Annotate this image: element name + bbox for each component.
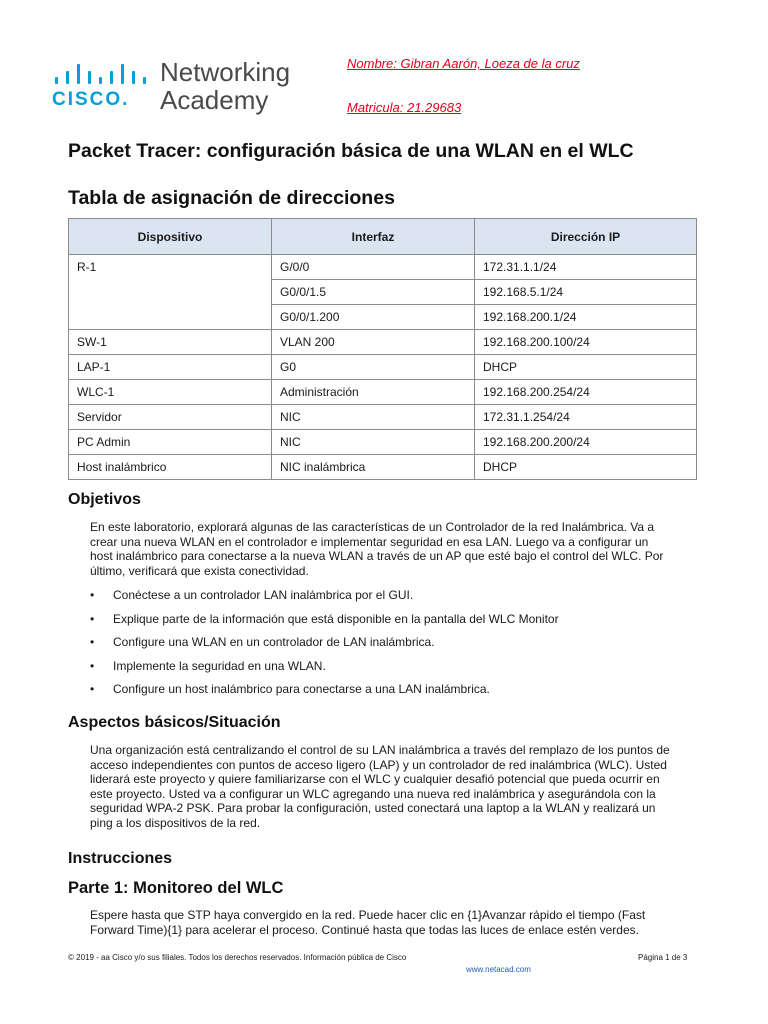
footer-page-number: Página 1 de 3 bbox=[638, 953, 688, 962]
table-cell-ip: 172.31.1.254/24 bbox=[475, 405, 697, 430]
part1-heading: Parte 1: Monitoreo del WLC bbox=[68, 879, 284, 897]
cisco-networking-academy-logo bbox=[50, 56, 310, 118]
instructions-heading: Instrucciones bbox=[68, 850, 173, 867]
table-cell-interface: VLAN 200 bbox=[272, 330, 475, 355]
paragraph-line: host inalámbrico para conectarse a la nueva WLAN a través de un AP que esté bajo el control del WLC. Por bbox=[90, 549, 664, 564]
table-cell-interface: G0 bbox=[272, 355, 475, 380]
table-row bbox=[69, 380, 697, 405]
table-row bbox=[69, 255, 697, 280]
table-cell-interface: G0/0/1.5 bbox=[272, 280, 475, 305]
brand-line-2: Academy bbox=[160, 85, 269, 115]
paragraph-line: acceso independientes con puntos de acceso ligero (LAP) y un controlador de red inalámbrica (WLC). Usted bbox=[90, 757, 667, 772]
table-row bbox=[69, 330, 697, 355]
paragraph-line: ping a los dispositivos de la red. bbox=[90, 815, 261, 830]
table-cell-interface: Administración bbox=[272, 380, 475, 405]
part1-paragraph bbox=[90, 908, 702, 937]
background-heading: Aspectos básicos/Situación bbox=[68, 714, 281, 731]
column-header: Dispositivo bbox=[69, 219, 272, 255]
table-cell-ip: 172.31.1.1/24 bbox=[475, 255, 697, 280]
paragraph-line: seguridad WPA-2 PSK. Para probar la configuración, usted conectará una laptop a la WLAN y realizará un bbox=[90, 801, 656, 816]
paragraph-line: este proyecto. Usted va a configurar un WLC agregando una nueva red inalámbrica y asegurándola con la bbox=[90, 786, 656, 801]
list-item: • Explique parte de la información que está disponible en la pantalla del WLC Monitor bbox=[90, 612, 559, 636]
table-cell-interface: G0/0/1.200 bbox=[272, 305, 475, 330]
student-id: Matricula: 21.29683 bbox=[347, 100, 462, 115]
table-cell-device: WLC-1 bbox=[69, 380, 272, 405]
paragraph-line: Una organización está centralizando el control de su LAN inalámbrica a través del remplazo de los puntos de bbox=[90, 743, 670, 757]
addressing-table bbox=[68, 218, 697, 480]
table-row bbox=[69, 430, 697, 455]
document-title: Packet Tracer: configuración básica de una WLAN en el WLC bbox=[68, 140, 634, 162]
column-header: Interfaz bbox=[272, 219, 475, 255]
cisco-bars-icon bbox=[55, 64, 147, 84]
column-header: Dirección IP bbox=[475, 219, 697, 255]
table-cell-ip: 192.168.200.254/24 bbox=[475, 380, 697, 405]
table-cell-ip: DHCP bbox=[475, 455, 697, 480]
brand-line-1: Networking bbox=[160, 57, 291, 87]
table-cell-interface: NIC inalámbrica bbox=[272, 455, 475, 480]
paragraph-line: En este laboratorio, explorará algunas de las características de un Controlador de la red Inalámbrica. Va a bbox=[90, 520, 655, 534]
table-cell-device: Host inalámbrico bbox=[69, 455, 272, 480]
table-cell-device: SW-1 bbox=[69, 330, 272, 355]
table-cell-ip: 192.168.200.200/24 bbox=[475, 430, 697, 455]
table-header-row bbox=[69, 219, 697, 255]
cisco-wordmark: CISCO. bbox=[52, 89, 130, 110]
paragraph-line: Espere hasta que STP haya convergido en la red. Puede hacer clic en {1}Avanzar rápido el tiempo (Fast bbox=[90, 908, 646, 922]
paragraph-line: liderará este proyecto y quiere familiarizarse con el WLC y cualquier desafió potencial que pueda ocurrir en bbox=[90, 772, 660, 787]
footer-copyright: © 2019 - aa Cisco y/o sus filiales. Todos los derechos reservados. Información pública de Cisco bbox=[68, 953, 407, 962]
table-cell-interface: NIC bbox=[272, 405, 475, 430]
table-cell-ip: 192.168.200.1/24 bbox=[475, 305, 697, 330]
table-cell-ip: 192.168.5.1/24 bbox=[475, 280, 697, 305]
list-item: • Implemente la seguridad en una WLAN. bbox=[90, 659, 559, 683]
background-paragraph bbox=[90, 743, 702, 831]
table-cell-device: LAP-1 bbox=[69, 355, 272, 380]
table-cell-device: PC Admin bbox=[69, 430, 272, 455]
table-cell-interface: G/0/0 bbox=[272, 255, 475, 280]
addressing-table-heading: Tabla de asignación de direcciones bbox=[68, 187, 395, 209]
objectives-paragraph bbox=[90, 520, 702, 578]
paragraph-line: Forward Time){1} para acelerar el proceso. Continué hasta que todas las luces de enlace estén verdes. bbox=[90, 922, 639, 937]
list-item: • Configure un host inalámbrico para conectarse a una LAN inalámbrica. bbox=[90, 682, 559, 706]
table-row bbox=[69, 405, 697, 430]
table-cell-ip: DHCP bbox=[475, 355, 697, 380]
list-item: • Conéctese a un controlador LAN inalámbrica por el GUI. bbox=[90, 588, 559, 612]
paragraph-line: último, verificará que exista conectividad. bbox=[90, 563, 309, 578]
table-cell-interface: NIC bbox=[272, 430, 475, 455]
student-name: Nombre: Gibran Aarón, Loeza de la cruz bbox=[347, 56, 580, 71]
objectives-list bbox=[90, 588, 559, 706]
footer-link[interactable]: www.netacad.com bbox=[466, 965, 531, 974]
list-item: • Configure una WLAN en un controlador de LAN inalámbrica. bbox=[90, 635, 559, 659]
table-cell-ip: 192.168.200.100/24 bbox=[475, 330, 697, 355]
paragraph-line: crear una nueva WLAN en el controlador e implementar seguridad en esa LAN. Luego va a configurar un bbox=[90, 534, 649, 549]
table-row bbox=[69, 455, 697, 480]
table-cell-device: R-1 bbox=[69, 255, 272, 330]
table-cell-device: Servidor bbox=[69, 405, 272, 430]
table-row bbox=[69, 355, 697, 380]
objectives-heading: Objetivos bbox=[68, 491, 141, 508]
